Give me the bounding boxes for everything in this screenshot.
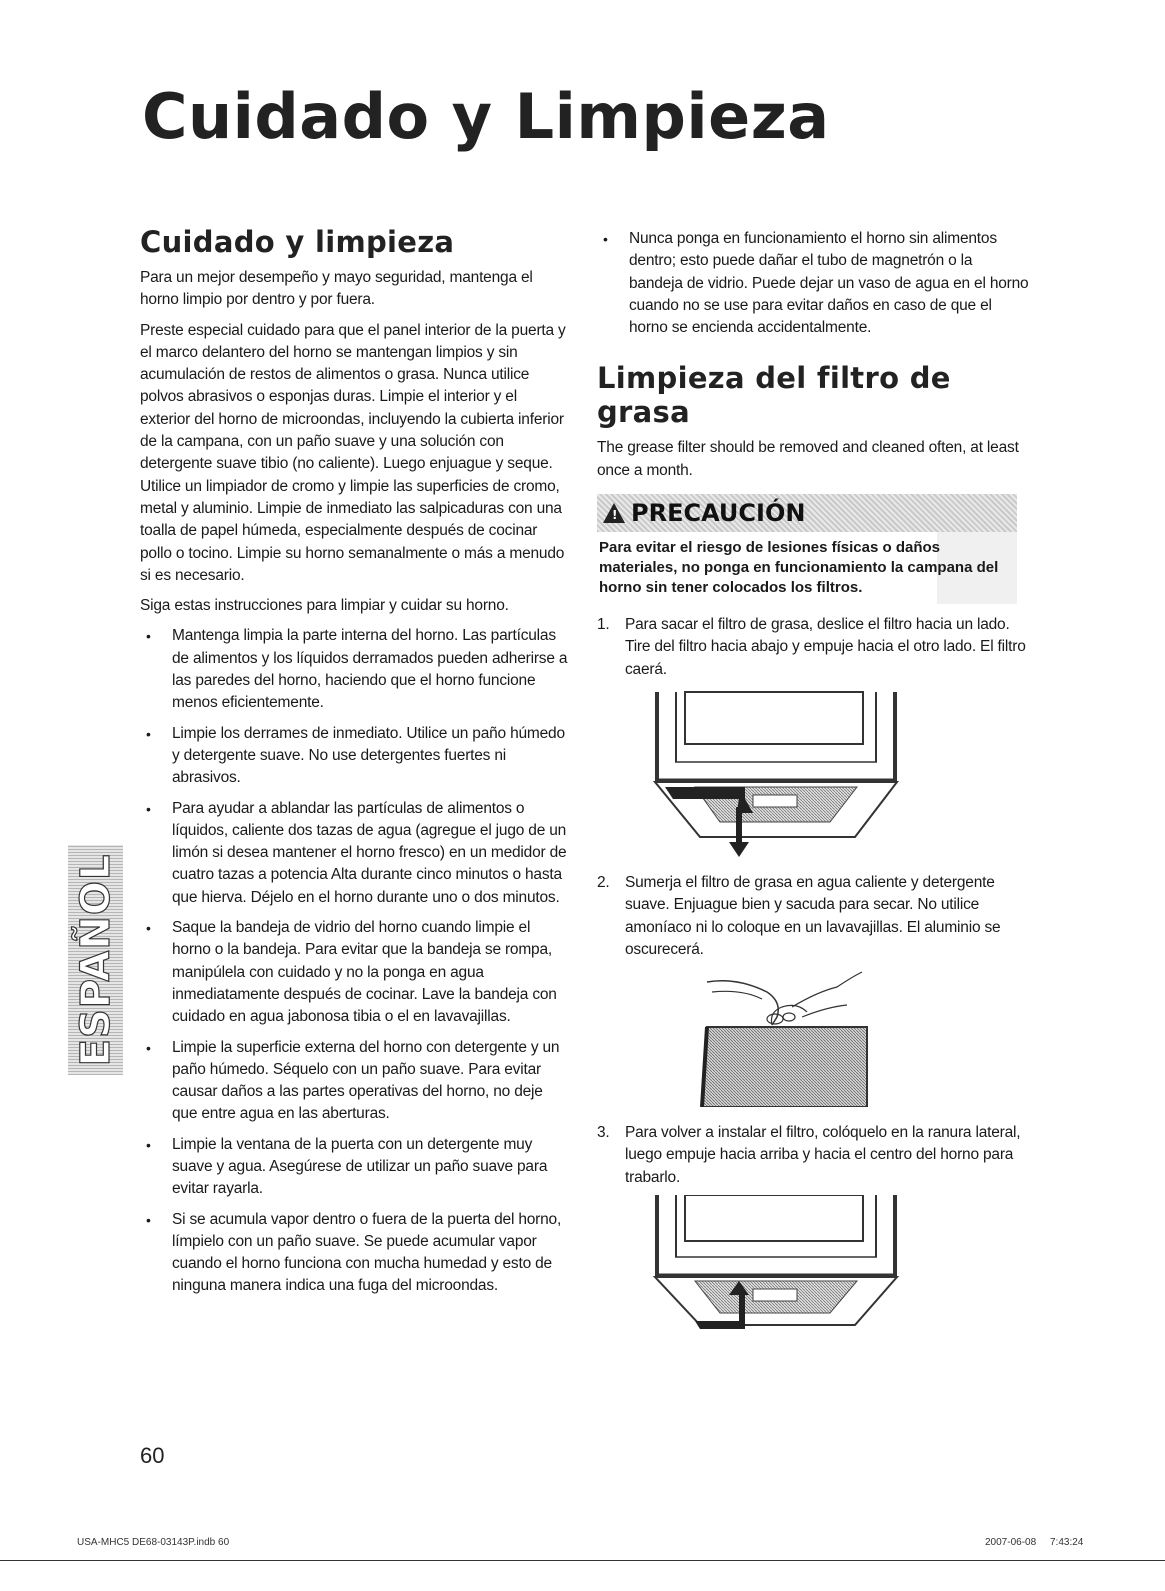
bullet-icon: • xyxy=(146,1211,151,1228)
list-item: • Mantenga limpia la parte interna del horno. Las partículas de alimentos y los líquidos derramados pueden adherirse a las paredes del horno, haciendo que el horno funcione menos eficientemente. xyxy=(146,627,568,712)
bullet-icon: • xyxy=(146,920,151,937)
step-item xyxy=(597,872,1029,961)
filter-wash-diagram xyxy=(697,967,877,1107)
list-item: • Para ayudar a ablandar las partículas de alimentos o líquidos, caliente dos tazas de agua (agregue el jugo de un limón si desea mantener el horno fresco) en un medidor de cuatro tazas a potencia Alta durante cinco minutos o hasta que hierva. Déjelo en el horno durante uno o dos minutos. xyxy=(146,799,567,906)
caution-box xyxy=(597,494,1017,604)
filter-intro: The grease filter should be removed and cleaned often, at least once a month. xyxy=(597,439,1019,479)
filter-removal-illustration xyxy=(625,687,1029,862)
intro-paragraph: Para un mejor desempeño y mayo seguridad, mantenga el horno limpio por dentro y por fuera. xyxy=(140,269,533,309)
step-item xyxy=(597,1122,1029,1189)
caution-text: Para evitar el riesgo de lesiones físicas o daños materiales, no ponga en funcionamiento la campana del horno sin tener colocados los filtros. xyxy=(597,532,1017,604)
bullet-icon: • xyxy=(146,1136,151,1153)
filter-washing-illustration xyxy=(697,967,1029,1112)
list-item: • Nunca ponga en funcionamiento el horno sin alimentos dentro; esto puede dañar el tubo de magnetrón o la bandeja de vidrio. Puede dejar un vaso de agua en el horno cuando no se use para evitar daños en caso de que el horno se encienda accidentalmente. xyxy=(603,230,1029,337)
step-item xyxy=(597,614,1029,681)
bullet-icon: • xyxy=(146,1039,151,1056)
page-title: Cuidado y Limpieza xyxy=(142,80,830,153)
bullet-icon: • xyxy=(146,628,151,645)
filter-steps xyxy=(597,614,1029,681)
step-number: 1. xyxy=(597,616,610,634)
section-heading-filter: Limpieza del filtro de grasa xyxy=(597,361,951,430)
list-item: • Limpie los derrames de inmediato. Utilice un paño húmedo y detergente suave. No use detergentes fuertes ni abrasivos. xyxy=(146,724,565,787)
care-paragraph: Preste especial cuidado para que el panel interior de la puerta y el marco delantero del horno se mantengan limpios y sin acumulación de restos de alimentos o grasa. Nunca utilice polvos abrasivos o esponjas duras. Limpie el interior y el exterior del horno de microondas, incluyendo la cubierta inferior de la campana, con un paño suave y una solución con detergente suave tibio (no caliente). Luego enjuague y seque. Utilice un limpiador de cromo y limpie las superficies de cromo, metal y aluminio. Limpie de inmediato las salpicaduras con una toalla de papel húmeda, especialmente después de cocinar pollo o tocino. Limpie su horno semanalmente o más a menudo si es necesario. xyxy=(140,321,566,584)
footer-file: USA-MHC5 DE68-03143P.indb 60 xyxy=(77,1537,230,1548)
footer-time: 7:43:24 xyxy=(1050,1537,1084,1548)
language-tab xyxy=(68,845,123,1075)
step-number: 2. xyxy=(597,873,610,891)
list-item: • Saque la bandeja de vidrio del horno cuando limpie el horno o la bandeja. Para evitar que la bandeja se rompa, manipúlela con cuidado y no la ponga en agua inmediatamente después de cocinar. Lave la bandeja con cuidado en agua jabonosa tibia o el en lavavajillas. xyxy=(146,919,557,1026)
caution-header xyxy=(597,494,1017,532)
care-bullet-list xyxy=(140,625,570,1297)
step-text: Para sacar el filtro de grasa, deslice el filtro hacia un lado. Tire del filtro hacia abajo y empuje hacia el otro lado. El filtro caerá. xyxy=(625,616,1026,678)
list-item: • Limpie la ventana de la puerta con un detergente muy suave y agua. Asegúrese de utilizar un paño suave para evitar rayarla. xyxy=(146,1135,548,1198)
instructions-lead: Siga estas instrucciones para limpiar y cuidar su horno. xyxy=(140,597,509,615)
hood-diagram-remove xyxy=(625,687,925,857)
bullet-icon: • xyxy=(603,231,608,247)
right-column xyxy=(597,228,1029,1350)
bullet-icon: • xyxy=(146,800,151,817)
left-column xyxy=(140,225,570,1306)
caution-title: PRECAUCIÓN xyxy=(631,499,806,528)
footer-rule xyxy=(0,1560,1165,1561)
list-item: • Si se acumula vapor dentro o fuera de la puerta del horno, límpielo con un paño suave. Se puede acumular vapor cuando el horno funciona con mucha humedad y esto de ninguna manera indica una fuga del microondas. xyxy=(146,1210,562,1295)
section-heading-care: Cuidado y limpieza xyxy=(140,225,455,259)
step-text: Sumerja el filtro de grasa en agua caliente y detergente suave. Enjuague bien y sacuda para secar. No utilice amoníaco ni lo coloque en un lavavajillas. El aluminio se oscurecerá. xyxy=(625,873,1001,958)
footer-date: 2007-06-08 xyxy=(985,1537,1037,1548)
filter-install-illustration xyxy=(625,1195,1029,1340)
list-item: • Limpie la superficie externa del horno con detergente y un paño húmedo. Séquelo con un paño suave. Para evitar causar daños a las partes operativas del horno, no deje que entre agua en las aberturas. xyxy=(146,1038,560,1123)
step-text: Para volver a instalar el filtro, colóquelo en la ranura lateral, luego empuje hacia arriba y hacia el centro del horno para trabarlo. xyxy=(625,1124,1021,1186)
language-tab-label: ESPAÑOL xyxy=(72,853,119,1067)
oven-warning-list xyxy=(597,228,1029,339)
warning-triangle-icon: ! xyxy=(603,503,625,523)
step-number: 3. xyxy=(597,1124,610,1142)
bullet-icon: • xyxy=(146,725,151,742)
hood-diagram-install xyxy=(625,1195,925,1335)
page-number: 60 xyxy=(140,1443,165,1468)
